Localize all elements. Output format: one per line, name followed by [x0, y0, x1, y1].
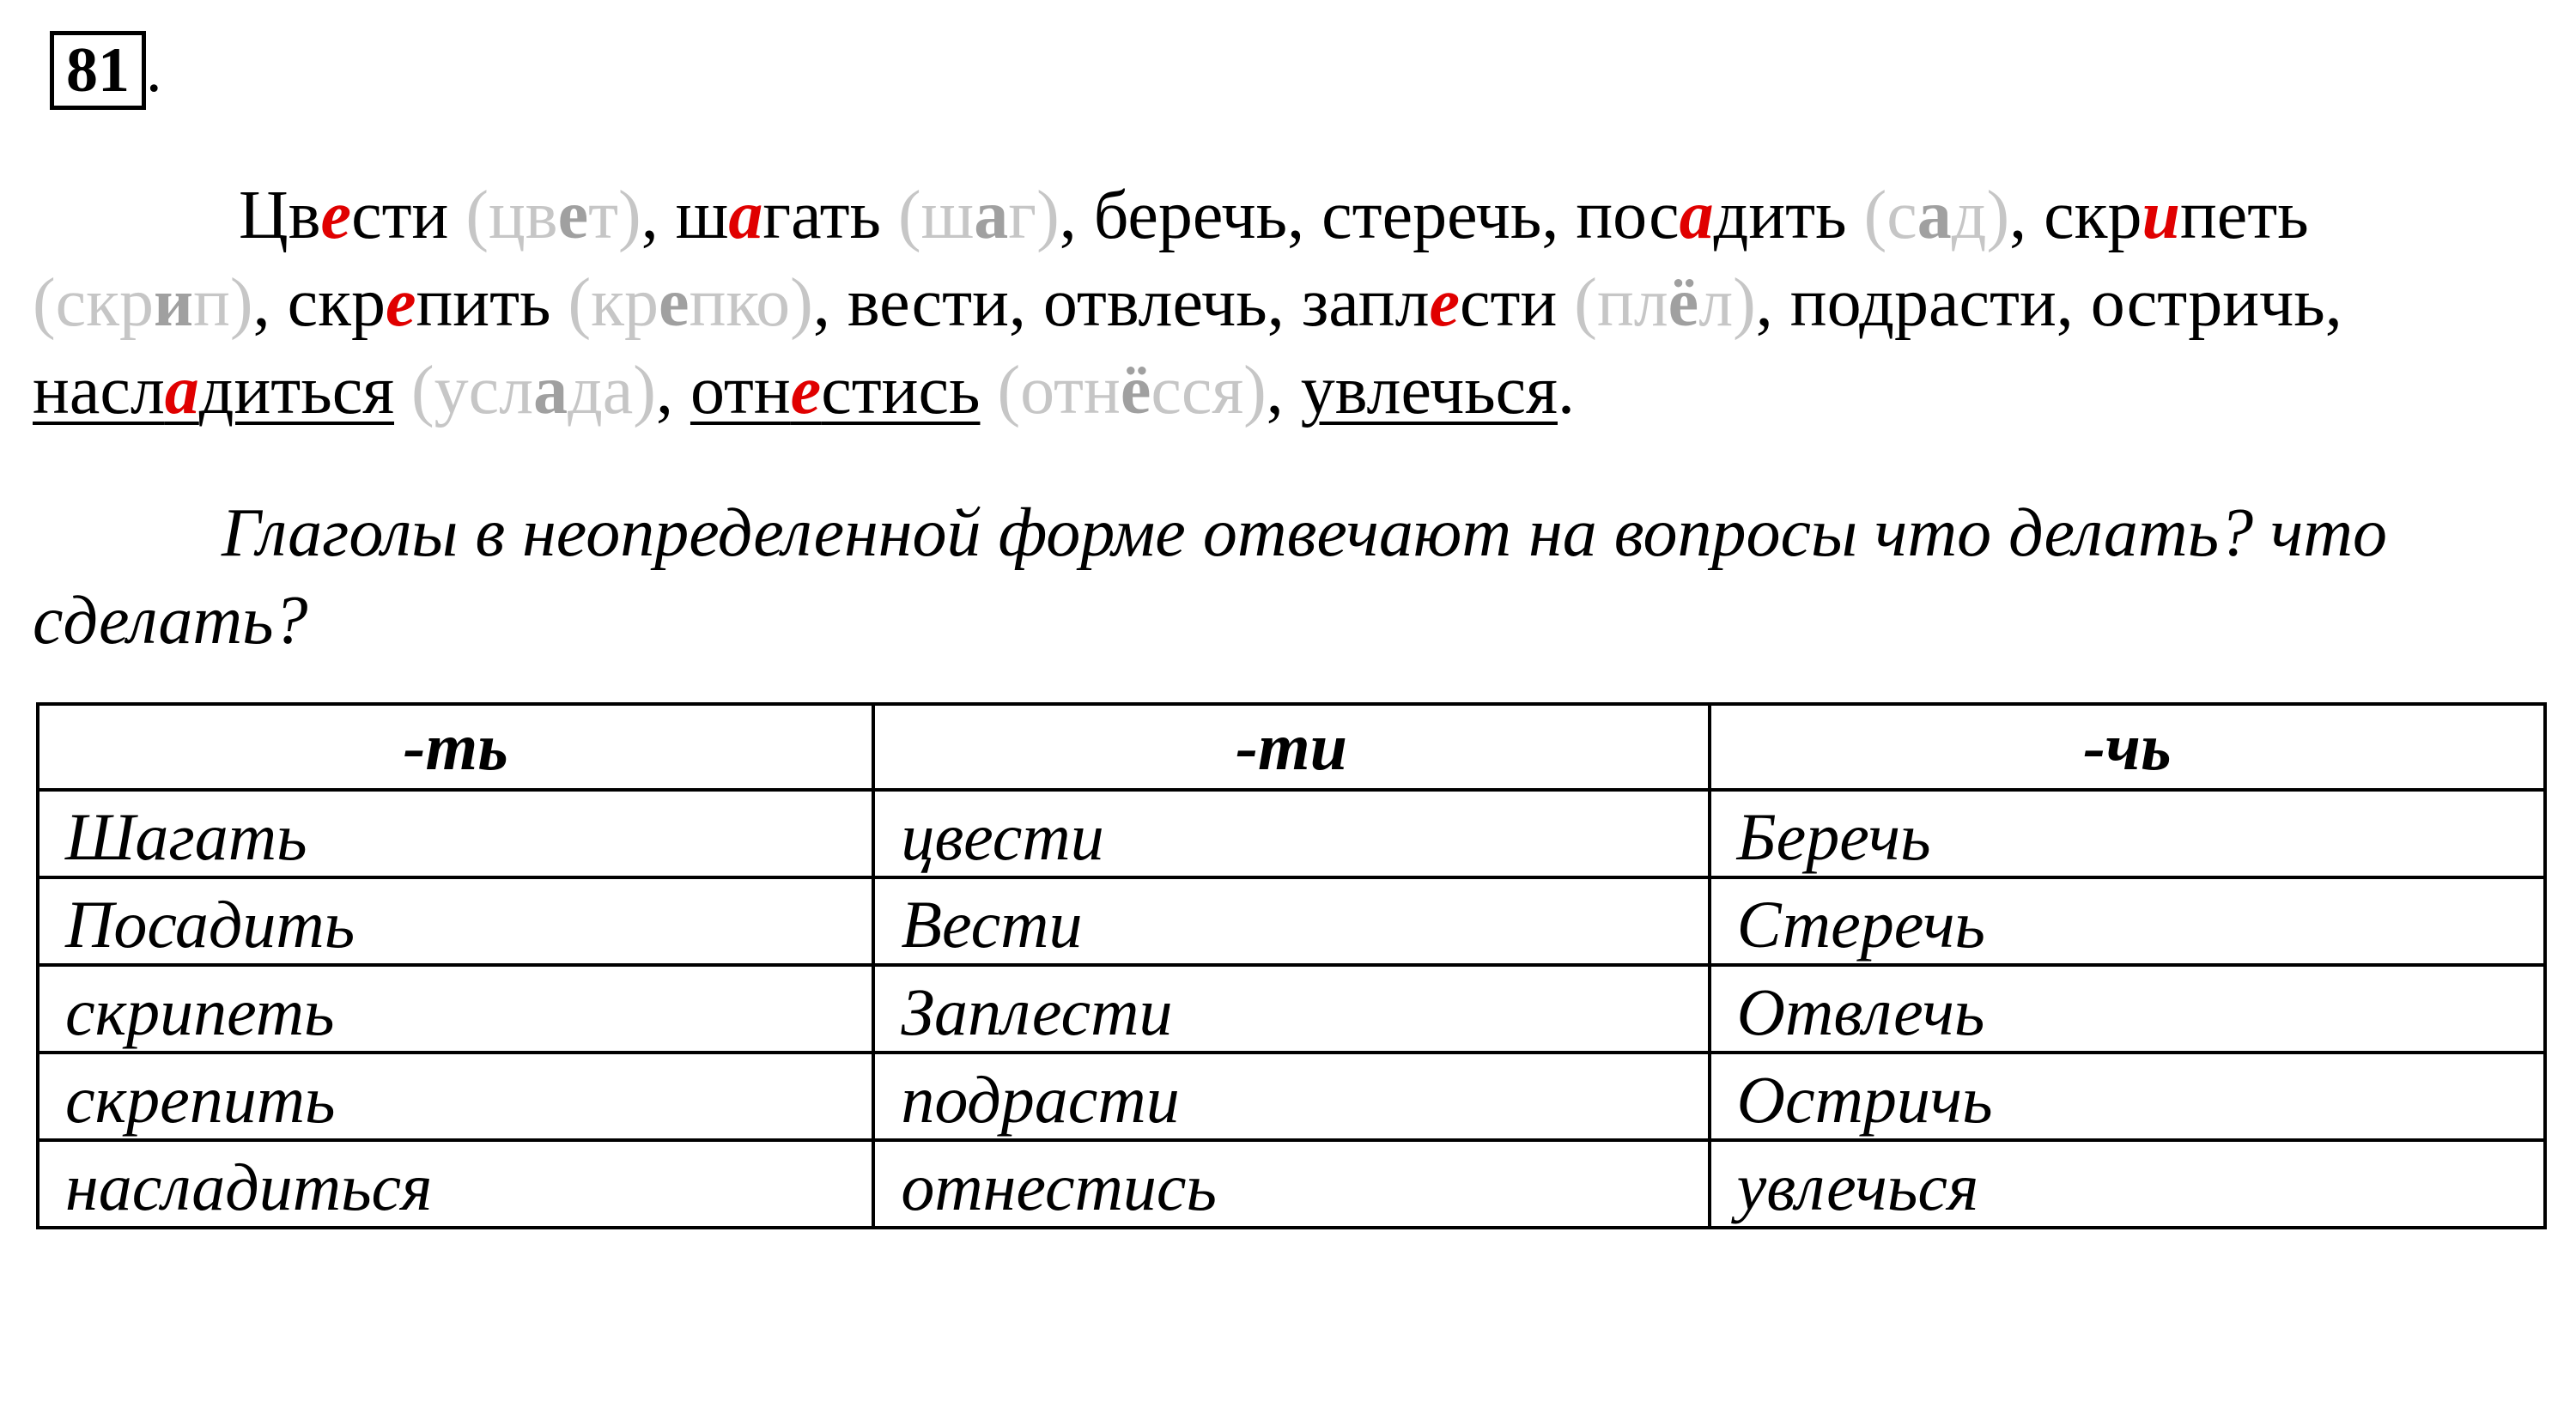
word-zaplesti: заплести (плёл), — [1301, 265, 1790, 341]
task-number — [50, 31, 162, 110]
word: подрасти — [1789, 265, 2057, 341]
word: скрипеть — [2044, 178, 2309, 253]
word: стеречь — [1321, 178, 1542, 253]
check-word-hint: (шаг) — [898, 178, 1060, 253]
check-word-hint: (плёл) — [1574, 265, 1756, 341]
word-underlined: отнестись — [690, 353, 981, 428]
accent-letter: е — [1429, 265, 1461, 341]
table-row — [38, 1140, 2545, 1228]
check-word-hint: (услада) — [411, 353, 656, 428]
accent-letter: а — [164, 353, 199, 428]
table-cell: увлечься — [1710, 1140, 2545, 1228]
table-cell: скрипеть — [38, 965, 873, 1053]
word-otnestis: отнестись (отнёсся), — [690, 353, 1301, 428]
accent-letter: е — [385, 265, 416, 341]
exercise-sentence — [33, 172, 2540, 434]
word: отвлечь — [1042, 265, 1267, 341]
word-podrasti: подрасти, — [1789, 265, 2091, 341]
table-row — [38, 877, 2545, 965]
word-underlined: насладиться — [33, 353, 395, 428]
accent-letter: и — [2142, 178, 2180, 253]
header-ending-ch: -чь — [1710, 704, 2545, 790]
word-skrepit: скрепить (крепко), — [287, 265, 848, 341]
header-ending-t: -ть — [38, 704, 873, 790]
word: беречь — [1093, 178, 1288, 253]
word-underlined: увлечься — [1300, 353, 1558, 428]
check-word-hint: (цвет) — [465, 178, 641, 253]
table-cell: Остричь — [1710, 1053, 2545, 1140]
table-cell: Отвлечь — [1710, 965, 2545, 1053]
table-cell: Посадить — [38, 877, 873, 965]
word-shagat: шагать (шаг), — [675, 178, 1094, 253]
word-ostrich: остричь, — [2090, 265, 2342, 341]
accent-letter: а — [728, 178, 763, 253]
check-word-hint: (сад) — [1863, 178, 2010, 253]
word-sterech: стеречь, — [1321, 178, 1577, 253]
table-row — [38, 965, 2545, 1053]
header-ending-ti: -ти — [873, 704, 1709, 790]
table-cell: насладиться — [38, 1140, 873, 1228]
check-word-hint: (отнёсся) — [997, 353, 1267, 428]
word-tsvesti: Цвести (цвет), — [239, 178, 676, 253]
word: шагать — [675, 178, 882, 253]
table-cell: Вести — [873, 877, 1709, 965]
word: вести — [847, 265, 1009, 341]
accent-letter: е — [320, 178, 352, 253]
table-cell: Заплести — [873, 965, 1709, 1053]
accent-letter: а — [1679, 178, 1714, 253]
word-skripet: скрипеть (скрип), — [33, 178, 2309, 341]
task-number-dot: . — [146, 35, 162, 106]
check-word-hint: (скрип) — [33, 265, 253, 341]
word-posadit: посадить (сад), — [1576, 178, 2044, 253]
word-nasladitsya: насладиться (услада), — [33, 353, 690, 428]
word: заплести — [1301, 265, 1558, 341]
accent-letter: е — [790, 353, 822, 428]
word-vesti: вести, — [847, 265, 1043, 341]
table-cell: Шагать — [38, 790, 873, 877]
word: посадить — [1576, 178, 1847, 253]
word-uvlechsya: увлечься. — [1300, 353, 1575, 428]
word: Цвести — [239, 178, 449, 253]
task-number-box: 81 — [50, 31, 146, 110]
word: скрепить — [287, 265, 551, 341]
table-cell: Беречь — [1710, 790, 2545, 877]
word-otvlech: отвлечь, — [1042, 265, 1302, 341]
table-row — [38, 790, 2545, 877]
check-word-hint: (крепко) — [568, 265, 813, 341]
word: остричь — [2090, 265, 2325, 341]
table-cell: подрасти — [873, 1053, 1709, 1140]
table-cell: цвести — [873, 790, 1709, 877]
word-berech: беречь, — [1093, 178, 1322, 253]
table-row — [38, 1053, 2545, 1140]
rule-text: Глаголы в неопределенной форме отвечают на вопросы что делать? что сделать? — [33, 495, 2388, 658]
table-cell: скрепить — [38, 1053, 873, 1140]
table-header-row — [38, 704, 2545, 790]
verb-endings-table — [36, 702, 2547, 1229]
table-cell: отнестись — [873, 1140, 1709, 1228]
table-cell: Стеречь — [1710, 877, 2545, 965]
